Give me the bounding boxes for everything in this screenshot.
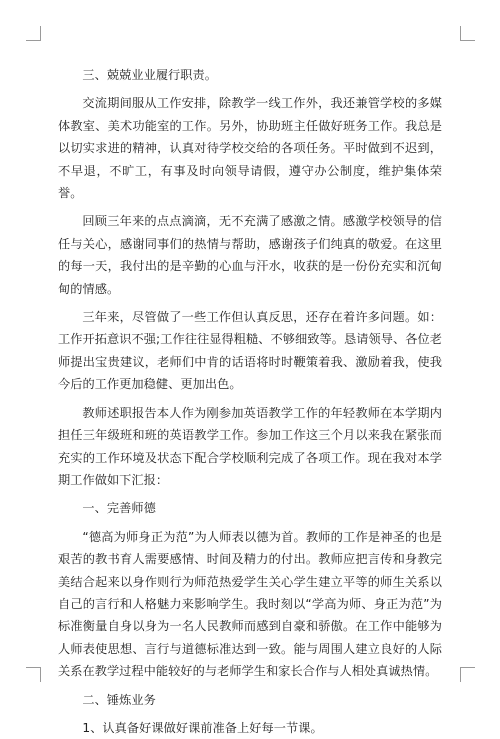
document-body bbox=[58, 64, 442, 739]
crop-mark-bottom-right bbox=[460, 667, 475, 682]
paragraph-exchange-work: 交流期间服从工作安排，除教学一线工作外，我还兼管学校的多媒体教室、美术功能室的工作。另外，协助班主任做好班务工作。我总是以切实求进的精神，认真对待学校交给的各项任务。平时做到不迟到，不早退，不旷工，有事及时向领导请假，遵守办公制度，维护集体荣誉。 bbox=[58, 96, 442, 201]
list-item-lesson-prep: 1、认真备好课做好课前准备上好每一节课。 bbox=[82, 720, 323, 735]
paragraph-report-intro: 教师述职报告本人作为刚参加英语教学工作的年轻教师在本学期内担任三年级班和班的英语教学工作。参加工作这三个月以来我在紧张而充实的工作环境及状态下配合学校顺利完成了各项工作。现在我对本学期工作做如下汇报： bbox=[58, 405, 442, 487]
paragraph-ethics: “德高为师身正为范”为人师表以德为首。教师的工作是神圣的也是艰苦的教书育人需要感情、时间及精力的付出。教师应把言传和身教完美结合起来以身作则行为师范热爱学生关心学生建立平等的师生关系以自己的言行和人格魅力来影响学生。我时刻以“学高为师、身正为范”为标准衡量自身以身为一名人民教师而感到自豪和骄傲。在工作中能够为人师表使思想、言行与道德标准达到一致。能与周围人建立良好的人际关系在教学过程中能较好的与老师学生和家长合作与人相处真诚热情。 bbox=[58, 529, 442, 679]
section-heading-ethics: 一、完善师德 bbox=[82, 501, 156, 516]
crop-mark-top-right bbox=[460, 26, 475, 41]
section-heading-duties: 三、兢兢业业履行职责。 bbox=[82, 68, 218, 82]
paragraph-gratitude: 回顾三年来的点点滴滴，无不充满了感激之情。感激学校领导的信任与关心，感谢同事们的热情与帮助，感谢孩子们纯真的敬爱。在这里的每一天，我付出的是辛勤的心血与汗水，收获的是一份份充实和沉甸甸的情感。 bbox=[58, 214, 442, 296]
crop-mark-bottom-left bbox=[26, 667, 41, 682]
paragraph-reflection: 三年来，尽管做了一些工作但认真反思，还存在着许多问题。如：工作开拓意识不强;工作往往显得粗糙、不够细致等。恳请领导、各位老师提出宝贵建议，老师们中肯的话语将时时鞭策着我、激励着我，使我今后的工作更加稳健、更加出色。 bbox=[58, 310, 442, 392]
crop-mark-top-left bbox=[26, 26, 41, 41]
section-heading-skills: 二、锤炼业务 bbox=[82, 692, 156, 707]
